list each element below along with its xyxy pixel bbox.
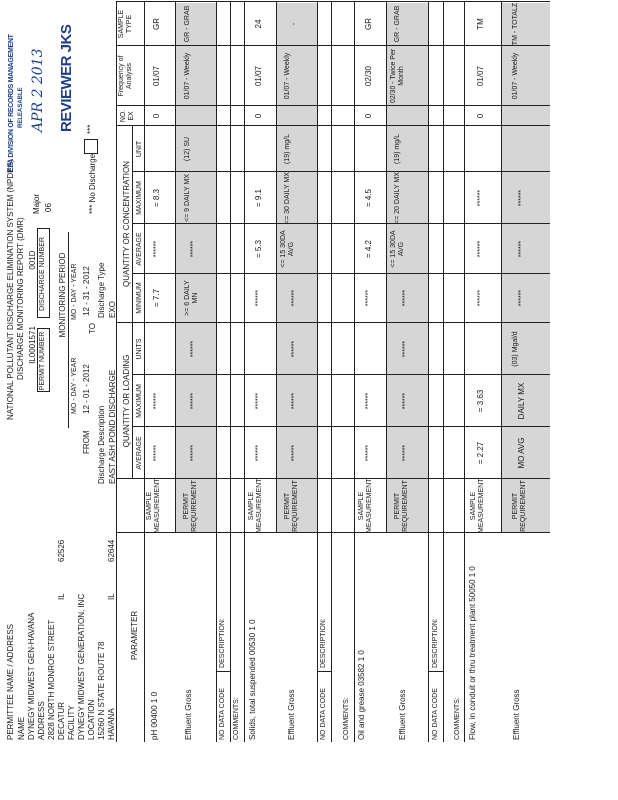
- r4-s-ex: 0: [476, 113, 485, 119]
- no-data-code-2: NO DATA CODE: [320, 688, 327, 740]
- from-format: MO - DAY - YEAR: [71, 357, 78, 414]
- v-avg2-divider: [132, 223, 550, 224]
- no-discharge-stars: ***: [86, 124, 95, 134]
- r2-s-avg2: = 5.3: [254, 240, 263, 259]
- v-avg-divider: [132, 426, 550, 427]
- col-sample-type-1: SAMPLE: [118, 9, 125, 39]
- r4-s-min: ******: [477, 289, 484, 307]
- sample-label-a: SAMPLE: [248, 491, 255, 521]
- r3-comments-rule: [464, 2, 465, 742]
- r3-mid-rule: [386, 2, 387, 533]
- r2-p-type: -: [291, 22, 298, 26]
- col-no-ex-1: NO.: [120, 109, 127, 123]
- r2-p-max: ******: [291, 392, 298, 410]
- no-data-code-1: NO DATA CODE: [219, 688, 226, 740]
- col-frequency-1: Frequency of: [118, 55, 125, 97]
- comments-label-1: COMMENTS:: [233, 697, 240, 740]
- discharge-description-label: Discharge Description: [97, 405, 106, 484]
- permit-label-a: PERMIT: [183, 492, 190, 520]
- no-data-code-3: NO DATA CODE: [432, 688, 439, 740]
- r1-s-min: = 7.7: [152, 289, 161, 308]
- r3-nodata-rule: [443, 2, 444, 742]
- location-zip: 62644: [107, 539, 116, 562]
- r4-s-type: TM: [476, 18, 485, 30]
- name-label: NAME: [17, 716, 26, 740]
- from-label: FROM: [82, 430, 91, 454]
- permit-number-label: PERMIT NUMBER: [39, 331, 46, 391]
- epa-stamp-line2: RELEASABLE: [18, 87, 24, 128]
- zip-value: 62526: [57, 539, 66, 562]
- period-rule: [68, 232, 69, 428]
- permit-label-a: PERMIT: [284, 492, 291, 520]
- v-freq-divider: [116, 45, 550, 46]
- from-value: 12 - 01 - 2012: [82, 364, 91, 414]
- param-sub-2: Effluent Gross: [287, 689, 296, 740]
- r1-s-avg2: ******: [153, 240, 160, 258]
- r2-s-min: ******: [255, 289, 262, 307]
- description-label-3: DESCRIPTION:: [432, 618, 439, 668]
- r2-p-units: ******: [291, 340, 298, 358]
- r1-p-min: >= 6 DAILY MN: [184, 280, 200, 316]
- permit-label-a: PERMIT: [512, 492, 519, 520]
- permittee-label: PERMITTEE NAME / ADDRESS: [6, 623, 15, 740]
- col-minimum: MINIMUM: [136, 282, 143, 314]
- city-value: DECATUR: [57, 701, 66, 740]
- r2-s-ex: 0: [254, 113, 263, 119]
- col-no-ex-2: EX: [128, 111, 135, 121]
- r4-p-avg2: ******: [518, 240, 525, 258]
- permit-label-b: REQUIREMENT: [520, 480, 527, 532]
- r4-p-min: ******: [518, 289, 525, 307]
- r1-s-avg: ******: [153, 444, 160, 462]
- r1-s-freq: 01/07: [152, 65, 161, 87]
- r2-s-avg: ******: [255, 444, 262, 462]
- r4-p-avg: MO AVG: [517, 437, 526, 469]
- r1-s-ex: 0: [152, 113, 161, 119]
- r1-p-avg: ******: [190, 444, 197, 462]
- sample-label-b: MEASUREMENT: [478, 478, 485, 533]
- to-value: 12 - 31 - 2012: [82, 266, 91, 316]
- discharge-number-label: DISCHARGE NUMBER: [39, 237, 46, 311]
- col-frequency-2: Analysis: [126, 62, 133, 90]
- r3-s-avg2: = 4.2: [364, 240, 373, 259]
- r3-p-avg: ******: [402, 444, 409, 462]
- r2-s-max: ******: [255, 392, 262, 410]
- col-maximum: MAXIMUM: [136, 384, 143, 418]
- r1-p-units: ******: [190, 340, 197, 358]
- r3-s-max: ******: [365, 392, 372, 410]
- sample-label-b: MEASUREMENT: [366, 478, 373, 533]
- r1-p-max: ******: [190, 392, 197, 410]
- r4-s-avg2: ******: [477, 240, 484, 258]
- v-ex-divider: [116, 105, 550, 106]
- r2-bottom-rule: [317, 2, 318, 742]
- v-unit2-divider: [116, 125, 550, 126]
- permit-number-value: IL0001571: [28, 326, 37, 364]
- r2-p-min: ******: [291, 289, 298, 307]
- r1-p-freq: 01/07 - Weekly: [184, 52, 191, 100]
- r4-p-max2: ******: [518, 189, 525, 207]
- v-label-divider: [116, 478, 550, 479]
- v-nodata1: [216, 671, 230, 672]
- r1-s-max: ******: [153, 392, 160, 410]
- location-label: LOCATION: [87, 699, 96, 740]
- reviewer-stamp: REVIEWER JKS: [58, 24, 75, 132]
- r3-p-units: ******: [402, 340, 409, 358]
- permit-label-b: REQUIREMENT: [402, 480, 409, 532]
- comments-label-2: COMMENTS:: [343, 697, 350, 740]
- name-value: DYNEGY MIDWEST GEN-HAVANA: [27, 612, 36, 740]
- r1-comments-rule: [244, 2, 245, 742]
- r1-p-max2: <= 9 DAILY MX: [184, 174, 191, 222]
- header-bottom-rule: [144, 2, 145, 742]
- col-parameter: PARAMETER: [130, 610, 139, 660]
- r4-s-avg: = 2.27: [476, 441, 485, 465]
- v-nodata3: [428, 671, 443, 672]
- r3-p-max: ******: [402, 392, 409, 410]
- r3-s-freq: 02/30: [364, 65, 373, 87]
- discharge-type-label: Discharge Type: [97, 262, 106, 318]
- col-quantity-loading: QUANTITY OR LOADING: [122, 354, 131, 448]
- r2-p-avg: ******: [291, 444, 298, 462]
- v-param-divider: [116, 532, 550, 533]
- state-value: IL: [57, 593, 66, 600]
- param-sub-3: Effluent Gross: [398, 689, 407, 740]
- r4-s-max: = 3.63: [476, 389, 485, 413]
- col-sample-type-2: TYPE: [126, 14, 133, 34]
- col-quantity-concentration: QUANTITY OR CONCENTRATION: [122, 161, 131, 287]
- param-name-1: pH 00400 1 0: [150, 691, 159, 740]
- r4-s-max2: ******: [477, 189, 484, 207]
- r4-p-freq: 01/07 - Weekly: [512, 52, 519, 100]
- location-state: IL: [107, 593, 116, 600]
- r2-mid-rule: [276, 2, 277, 533]
- col-units: UNITS: [136, 338, 143, 360]
- col-unit-conc: UNIT: [136, 140, 143, 158]
- r1-p-type: GR - GRAB: [184, 5, 191, 43]
- v-nodata2: [317, 671, 331, 672]
- r3-p-freq: 02/30 - Twice Per Month: [390, 48, 406, 104]
- permit-label-a: PERMIT: [394, 492, 401, 520]
- discharge-number-value: 001D: [28, 250, 37, 270]
- r4-mid-rule: [501, 2, 502, 533]
- param-name-4: Flow, in conduit or thru treatment plant 50050 1 0: [468, 566, 477, 740]
- param-sub-1: Effluent Gross: [184, 689, 193, 740]
- param-name-2: Solids, total suspended 00530 1 0: [248, 619, 257, 740]
- discharge-type-value: EXO: [108, 301, 117, 318]
- r3-s-ex: 0: [364, 113, 373, 119]
- r1-s-max2: = 8.3: [152, 189, 161, 208]
- r1-mid-rule: [175, 2, 176, 533]
- form-title-line2: DISCHARGE MONITORING REPORT (DMR): [16, 217, 25, 380]
- r4-s-freq: 01/07: [476, 65, 485, 87]
- r2-p-unit2: (19) mg/L: [284, 134, 291, 164]
- r3-s-type: GR: [364, 18, 373, 30]
- permit-label-b: REQUIREMENT: [292, 480, 299, 532]
- r4-p-units: (03) Mgal/d: [512, 331, 519, 367]
- sample-label-b: MEASUREMENT: [256, 478, 263, 533]
- r3-s-max2: = 4.5: [364, 189, 373, 208]
- description-label-2: DESCRIPTION:: [320, 618, 327, 668]
- sample-label-a: SAMPLE: [146, 491, 153, 521]
- r4-p-type: TM - TOTALZ: [512, 2, 519, 46]
- address-label: ADDRESS: [37, 701, 46, 740]
- monitoring-period-label: MONITORING PERIOD: [58, 252, 67, 338]
- discharge-description-value: EAST ASH POND DISCHARGE: [108, 369, 117, 484]
- param-sub-4: Effluent Gross: [512, 689, 521, 740]
- r2-s-type: 24: [254, 19, 263, 29]
- location-city: HAVANA: [107, 708, 116, 740]
- r3-p-avg2: <= 15 30DA AVG: [390, 230, 406, 268]
- r3-p-type: GR - GRAB: [394, 5, 401, 43]
- r3-bottom-rule: [428, 2, 429, 742]
- permit-label-b: REQUIREMENT: [191, 480, 198, 532]
- r3-p-min: ******: [402, 289, 409, 307]
- r2-s-freq: 01/07: [254, 65, 263, 87]
- to-format: MO - DAY - YEAR: [71, 263, 78, 320]
- v-max-divider: [132, 374, 550, 375]
- col-average: AVERAGE: [136, 436, 143, 470]
- r1-p-unit2: (12) SU: [184, 136, 191, 162]
- description-label-1: DESCRIPTION:: [219, 618, 226, 668]
- comments-label-3: COMMENTS:: [454, 697, 461, 740]
- r4-p-max: DAILY MX: [517, 382, 526, 420]
- r2-nodata-rule: [331, 2, 332, 742]
- r3-p-unit2: (19) mg/L: [394, 134, 401, 164]
- r2-p-max2: <= 30 DAILY MX: [284, 172, 291, 224]
- col-average-conc: AVERAGE: [136, 232, 143, 266]
- r1-s-type: GR: [152, 18, 161, 30]
- r2-s-max2: = 9.1: [254, 189, 263, 208]
- r2-p-avg2: <= 15 30DA AVG: [280, 230, 296, 268]
- address-value: 2828 NORTH MONROE STREET: [47, 619, 56, 740]
- sample-label-a: SAMPLE: [358, 491, 365, 521]
- r1-nodata-rule: [230, 2, 231, 742]
- sample-label-a: SAMPLE: [470, 491, 477, 521]
- to-label: TO: [88, 323, 97, 334]
- received-date: APR 2 2013: [30, 48, 46, 132]
- location-value: 15260 N STATE ROUTE 78: [97, 641, 106, 740]
- r2-p-freq: 01/07 - Weekly: [284, 52, 291, 100]
- v-max2-divider: [132, 171, 550, 172]
- major-value: 06: [44, 203, 53, 212]
- r2-comments-rule: [354, 2, 355, 742]
- r3-s-min: ******: [365, 289, 372, 307]
- v-right-edge: [116, 1, 550, 2]
- table-top-rule: [116, 2, 117, 742]
- facility-value: DYNEGY MIDWEST GENERATION, INC: [77, 593, 86, 740]
- r1-p-avg2: ******: [190, 240, 197, 258]
- form-title-line1: NATIONAL POLLUTANT DISCHARGE ELIMINATION SYSTEM (NPDES): [6, 159, 15, 420]
- v-units-divider: [116, 322, 550, 323]
- r3-p-max2: <= 20 DAILY MX: [394, 172, 401, 224]
- col-maximum-conc: MAXIMUM: [136, 181, 143, 215]
- r1-bottom-rule: [216, 2, 217, 742]
- v-min-divider: [132, 273, 550, 274]
- r3-s-avg: ******: [365, 444, 372, 462]
- sample-label-b: MEASUREMENT: [154, 478, 161, 533]
- major-label: Major: [32, 193, 41, 214]
- facility-label: FACILITY: [67, 705, 76, 740]
- param-name-3: Oil and grease 03582 1 0: [357, 650, 366, 740]
- no-discharge-label: *** No Discharge: [88, 153, 97, 214]
- epa-stamp-line1: EPA DIVISION OF RECORDS MANAGEMENT: [8, 34, 15, 172]
- no-discharge-checkbox[interactable]: [84, 139, 98, 154]
